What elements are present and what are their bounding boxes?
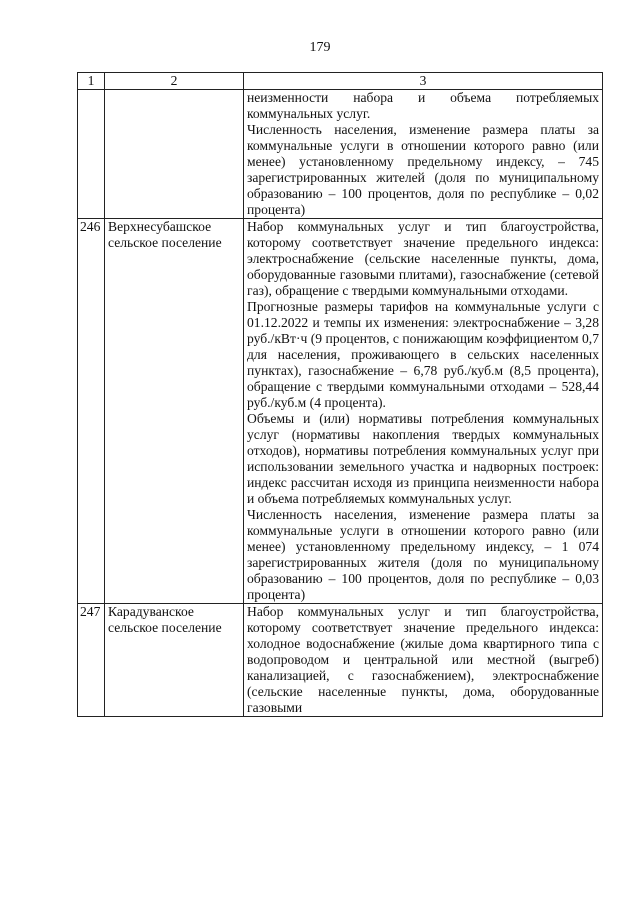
table-row-247 — [78, 604, 603, 717]
column-header-2: 2 — [105, 73, 244, 90]
page-number: 179 — [309, 40, 331, 55]
description-paragraph: Набор коммунальных услуг и тип благоустройства, которому соответствует значение предельного индекса: электроснабжение (сельские населенные пункты, дома, оборудованные газовыми плитами), газоснабжение (сетевой газ), обращение с твердыми коммунальными отходами. — [247, 219, 599, 298]
tariff-table — [77, 72, 603, 717]
settlement-name-cell: Верхнесубашское сельское поселение — [105, 219, 244, 604]
table-row-246 — [78, 219, 603, 604]
column-header-3: 3 — [244, 73, 603, 90]
row-number-cell: 246 — [78, 219, 105, 604]
settlement-name-cell: Карадуванское сельское поселение — [105, 604, 244, 717]
description-cell — [244, 90, 603, 219]
description-paragraph: Численность населения, изменение размера платы за коммунальные услуги в отношении которого равно (или менее) установленному предельному индексу, – 1 074 зарегистрированных жителя (доля по муниципальному образованию – 100 процентов, доля по республике – 0,03 процента) — [247, 507, 599, 602]
row-number-cell — [78, 90, 105, 219]
description-cell — [244, 604, 603, 717]
description-paragraph: Прогнозные размеры тарифов на коммунальные услуги с 01.12.2022 и темпы их изменения: электроснабжение – 3,28 руб./кВт·ч (9 процентов, с понижающим коэффициентом 0,7 для населения, проживающего в сельских населенных пунктах), газоснабжение – 6,78 руб./куб.м (8,5 процента), обращение с твердыми коммунальными отходами – 528,44 руб./куб.м (4 процента). — [247, 299, 599, 410]
settlement-name-cell — [105, 90, 244, 219]
description-paragraph: Набор коммунальных услуг и тип благоустройства, которому соответствует значение предельного индекса: холодное водоснабжение (жилые дома квартирного типа с водопроводом и центральной или местной (выгреб) канализацией, с газоснабжением), электроснабжение (сельские населенные пункты, дома, оборудованные газовыми — [247, 604, 599, 715]
description-paragraph: Объемы и (или) нормативы потребления коммунальных услуг (нормативы накопления твердых коммунальных отходов), нормативы потребления коммунальных услуг при использовании земельного участка и надворных построек: индекс рассчитан исходя из принципа неизменности набора и объема потребляемых коммунальных услуг. — [247, 411, 599, 506]
description-paragraph: неизменности набора и объема потребляемых коммунальных услуг. — [247, 90, 599, 121]
description-paragraph: Численность населения, изменение размера платы за коммунальные услуги в отношении которого равно (или менее) установленному предельному индексу, – 745 зарегистрированных жителей (доля по муниципальному образованию – 100 процентов, доля по республике – 0,02 процента) — [247, 122, 599, 217]
table-row-continuation — [78, 90, 603, 219]
row-number-cell: 247 — [78, 604, 105, 717]
table-header-row — [78, 73, 603, 90]
description-cell — [244, 219, 603, 604]
column-header-1: 1 — [78, 73, 105, 90]
